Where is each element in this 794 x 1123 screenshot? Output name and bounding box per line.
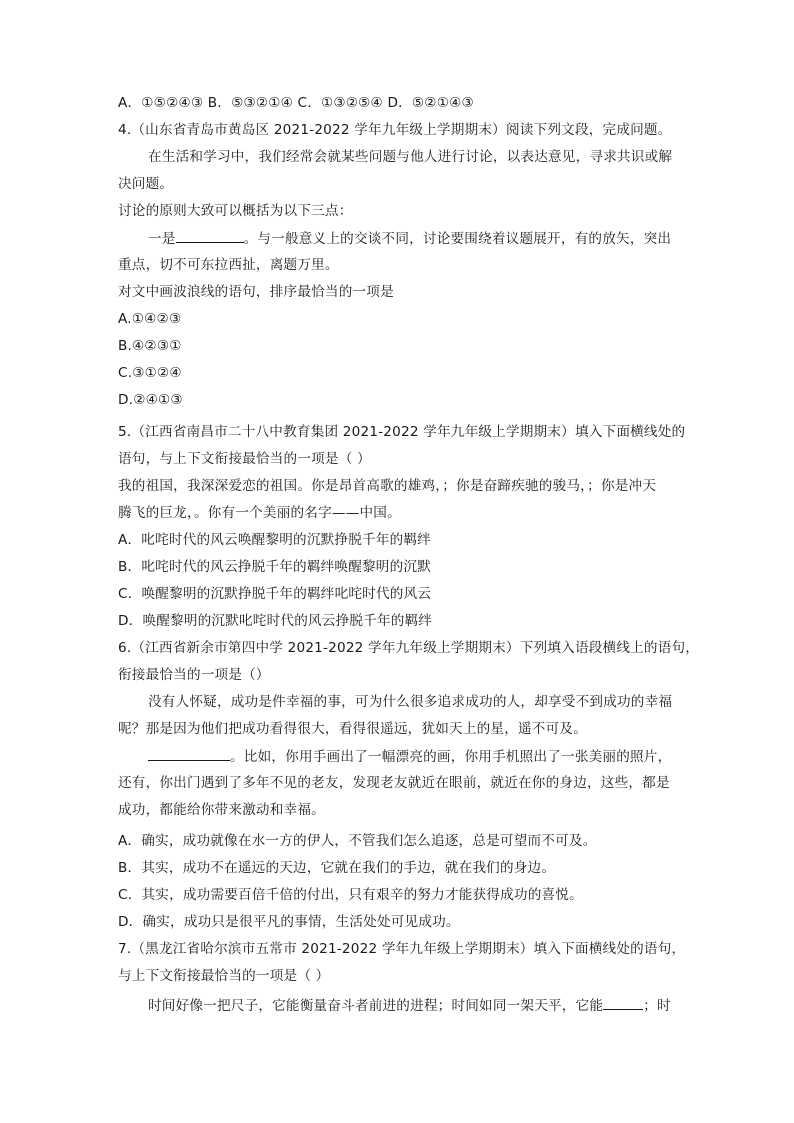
q6-passage-line: 还有，你出门遇到了多年不见的老友，发现老友就近在眼前，就近在你的身边，这些，都是 bbox=[118, 775, 670, 791]
q6-passage-line: 呢？那是因为他们把成功看得很大，看得很遥远，犹如天上的星，遥不可及。 bbox=[118, 721, 587, 737]
text-segment: 一是 bbox=[148, 231, 176, 247]
q5-passage-line: 腾飞的巨龙，。你有一个美丽的名字——中国。 bbox=[118, 505, 401, 521]
text-segment: 。比如，你用手画出了一幅漂亮的画，你用手机照出了一张美丽的照片， bbox=[230, 749, 672, 765]
text-segment: 。与一般意义上的交谈不同，讨论要围绕着议题展开，有的放矢，突出 bbox=[243, 231, 672, 247]
q7-heading: 7.（黑龙江省哈尔滨市五常市 2021-2022 学年九年级上学期期末）填入下面横线处的语句， bbox=[118, 941, 686, 957]
q7-heading: 与上下文衔接最恰当的一项是（ ） bbox=[118, 968, 330, 984]
q6-heading: 衔接最恰当的一项是（） bbox=[118, 667, 270, 683]
fill-blank bbox=[176, 228, 244, 243]
q7-passage-line bbox=[148, 995, 671, 1016]
q5-heading: 5.（江西省南昌市二十八中教育集团 2021-2022 学年九年级上学期期末）填入下面横线处的 bbox=[118, 424, 686, 440]
q4-passage-line: 在生活和学习中，我们经常会就某些问题与他人进行讨论，以表达意见，寻求共识或解 bbox=[148, 149, 673, 165]
q5-option-c: C．唤醒黎明的沉默挣脱千年的羁绊叱咤时代的风云 bbox=[118, 586, 432, 602]
q6-option-c: C．其实，成功需要百倍千倍的付出，只有艰辛的努力才能获得成功的喜悦。 bbox=[118, 887, 583, 903]
q4-option-b: B.④②③① bbox=[118, 338, 182, 354]
q4-passage-line: 讨论的原则大致可以概括为以下三点： bbox=[118, 203, 353, 219]
q6-passage-line: 成功，都能给你带来激动和幸福。 bbox=[118, 802, 325, 818]
q3-options: A．①⑤②④③ B．⑤③②①④ C．①③②⑤④ D．⑤②①④③ bbox=[118, 95, 474, 111]
q5-option-d: D．唤醒黎明的沉默叱咤时代的风云挣脱千年的羁绊 bbox=[118, 613, 433, 629]
q6-passage-line bbox=[148, 746, 671, 767]
text-segment: ；时 bbox=[643, 998, 671, 1014]
q4-option-a: A.①④②③ bbox=[118, 311, 182, 327]
q4-passage-line: 决问题。 bbox=[118, 176, 174, 192]
q4-option-d: D.②④①③ bbox=[118, 392, 183, 408]
q6-option-a: A．确实，成功就像在水一方的伊人，不管我们怎么追逐，总是可望而不可及。 bbox=[118, 833, 597, 849]
text-segment: 时间好像一把尺子，它能衡量奋斗者前进的进程；时间如同一架天平，它能 bbox=[148, 998, 604, 1014]
q4-heading: 4.（山东省青岛市黄岛区 2021-2022 学年九年级上学期期末）阅读下列文段，完成问题。 bbox=[118, 122, 672, 138]
fill-blank bbox=[603, 995, 643, 1010]
q6-passage-line: 没有人怀疑，成功是件幸福的事，可为什么很多追求成功的人，却享受不到成功的幸福 bbox=[148, 694, 673, 710]
q5-heading: 语句，与上下文衔接最恰当的一项是（ ） bbox=[118, 451, 371, 467]
q5-option-a: A．叱咤时代的风云唤醒黎明的沉默挣脱千年的羁绊 bbox=[118, 532, 431, 548]
fill-blank bbox=[148, 746, 230, 761]
q4-option-c: C.③①②④ bbox=[118, 365, 182, 381]
q6-option-d: D．确实，成功只是很平凡的事情，生活处处可见成功。 bbox=[118, 914, 460, 930]
q6-heading: 6.（江西省新余市第四中学 2021-2022 学年九年级上学期期末）下列填入语段横线上的语句， bbox=[118, 640, 700, 656]
q5-passage-line: 我的祖国，我深深爱恋的祖国。你是昂首高歌的雄鸡，；你是奋蹄疾驰的骏马，；你是冲天 bbox=[118, 478, 657, 494]
q4-passage-line bbox=[148, 228, 671, 249]
q4-question: 对文中画波浪线的语句，排序最恰当的一项是 bbox=[118, 284, 394, 300]
q6-option-b: B．其实，成功不在遥远的天边，它就在我们的手边，就在我们的身边。 bbox=[118, 860, 556, 876]
q4-passage-line: 重点，切不可东拉西扯，离题万里。 bbox=[118, 257, 339, 273]
q5-option-b: B．叱咤时代的风云挣脱千年的羁绊唤醒黎明的沉默 bbox=[118, 559, 431, 575]
